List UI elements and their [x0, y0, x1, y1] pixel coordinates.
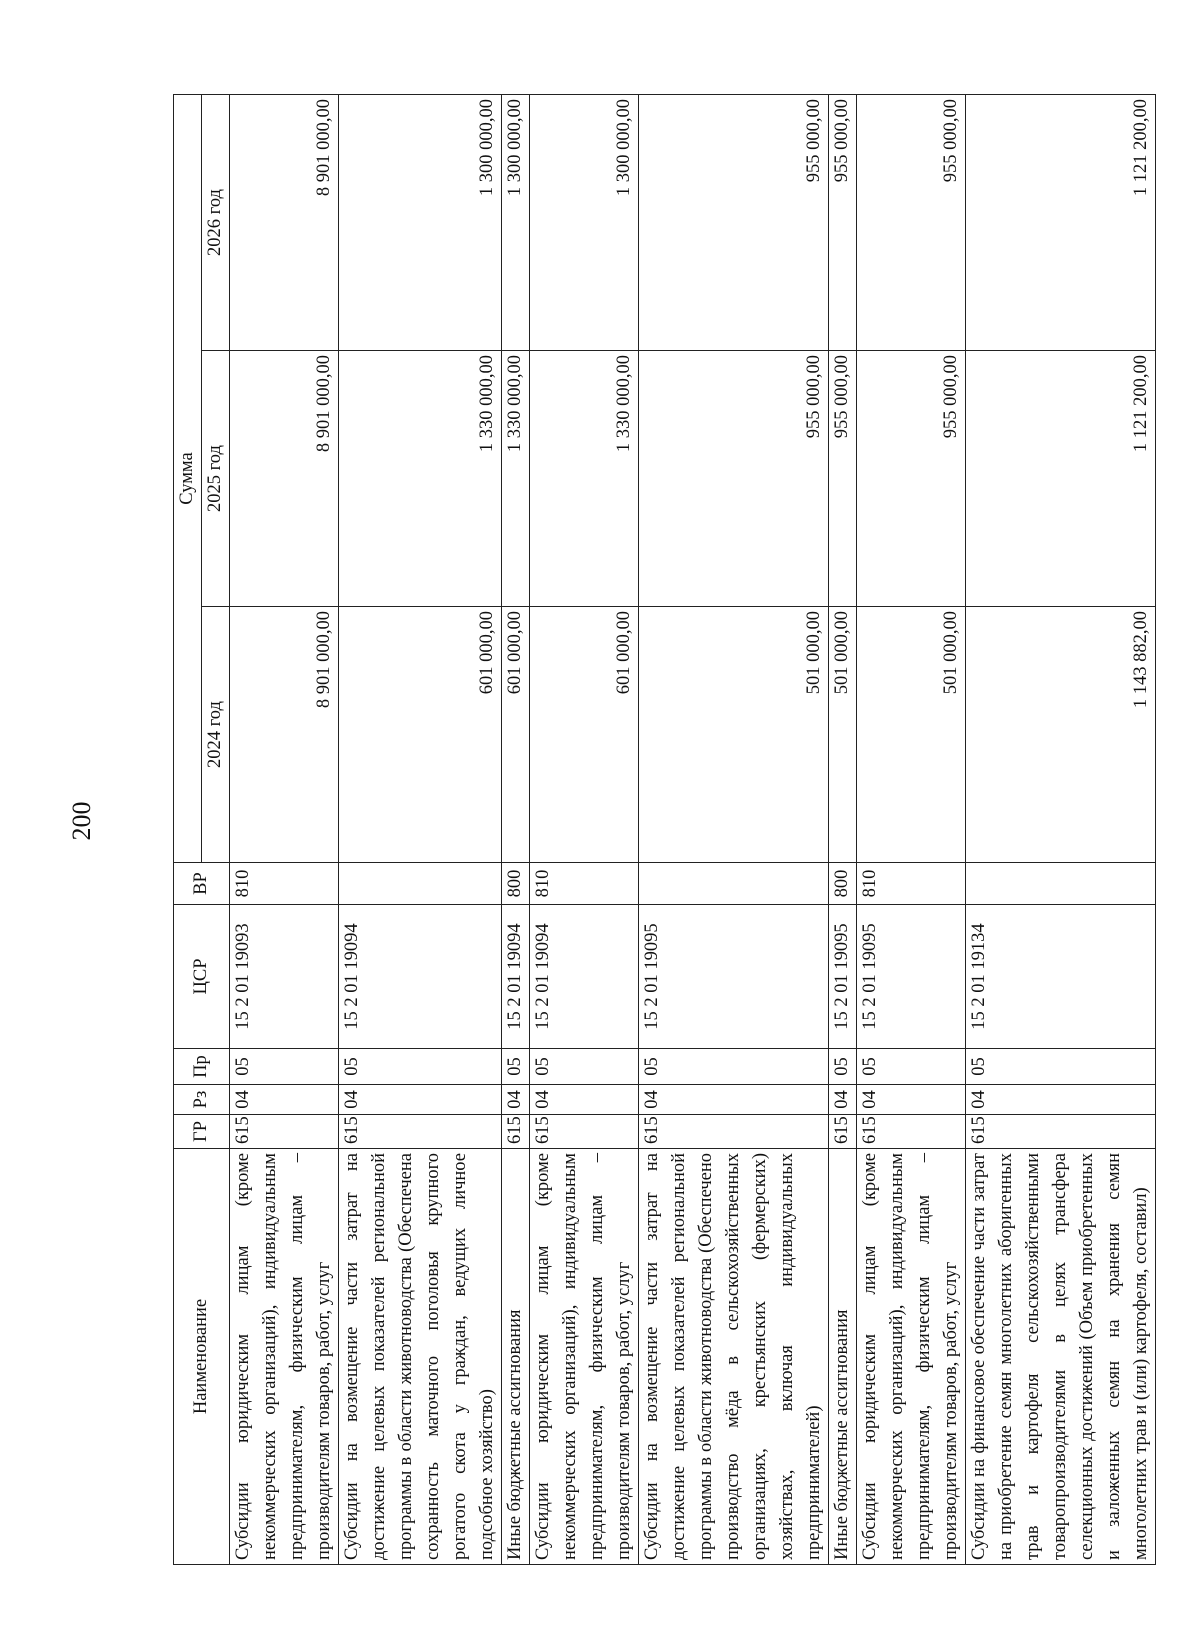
- row-name: Субсидии на возмещение части затрат на достижение целевых показателей региональной программы в области животноводства (Обеспечена сохранность маточного поголовья крупного рогатого скота у граждан, ведущих личное подсобное хозяйство): [339, 1149, 502, 1565]
- row-rz: 04: [966, 1085, 1156, 1115]
- row-csr: 15 2 01 19095: [829, 905, 857, 1049]
- table-row: [530, 94, 639, 1564]
- row-amount-2024: 601 000,00: [502, 607, 530, 863]
- row-amount-2025: 1 330 000,00: [339, 351, 502, 607]
- row-gr: 615: [639, 1115, 829, 1149]
- row-amount-2024: 8 901 000,00: [230, 607, 339, 863]
- row-vr: 810: [530, 863, 639, 905]
- row-pr: 05: [339, 1049, 502, 1085]
- row-rz: 04: [230, 1085, 339, 1115]
- row-rz: 04: [502, 1085, 530, 1115]
- row-amount-2025: 1 121 200,00: [966, 351, 1156, 607]
- row-csr: 15 2 01 19134: [966, 905, 1156, 1049]
- row-pr: 05: [639, 1049, 829, 1085]
- row-name: Иные бюджетные ассигнования: [502, 1149, 530, 1565]
- row-amount-2026: 955 000,00: [857, 94, 966, 350]
- row-csr: 15 2 01 19095: [857, 905, 966, 1049]
- row-pr: 05: [966, 1049, 1156, 1085]
- table-row: [639, 94, 829, 1564]
- row-vr: 810: [230, 863, 339, 905]
- row-pr: 05: [502, 1049, 530, 1085]
- row-amount-2025: 955 000,00: [829, 351, 857, 607]
- row-amount-2025: 955 000,00: [857, 351, 966, 607]
- row-vr: 800: [502, 863, 530, 905]
- row-csr: 15 2 01 19094: [502, 905, 530, 1049]
- row-amount-2026: 1 300 000,00: [339, 94, 502, 350]
- row-gr: 615: [339, 1115, 502, 1149]
- row-amount-2024: 1 143 882,00: [966, 607, 1156, 863]
- row-csr: 15 2 01 19095: [639, 905, 829, 1049]
- row-name: Субсидии на возмещение части затрат на достижение целевых показателей региональной программы в области животноводства (Обеспечено производство мёда в сельскохозяйственных организациях, крестьянских (фермерских) хозяйствах, включая индивидуальных предпринимателей): [639, 1149, 829, 1565]
- row-amount-2025: 955 000,00: [639, 351, 829, 607]
- row-vr: [639, 863, 829, 905]
- row-vr: 800: [829, 863, 857, 905]
- row-amount-2025: 8 901 000,00: [230, 351, 339, 607]
- row-gr: 615: [230, 1115, 339, 1149]
- row-amount-2025: 1 330 000,00: [502, 351, 530, 607]
- row-amount-2026: 8 901 000,00: [230, 94, 339, 350]
- budget-table-frame: [173, 95, 1151, 1565]
- header-pr: Пр: [174, 1049, 230, 1085]
- budget-table: [173, 94, 1156, 1565]
- row-name: Субсидии юридическим лицам (кроме некоммерческих организаций), индивидуальным предпринимателям, физическим лицам – производителям товаров, работ, услуг: [530, 1149, 639, 1565]
- row-csr: 15 2 01 19093: [230, 905, 339, 1049]
- page-number: 200: [67, 801, 96, 841]
- row-gr: 615: [530, 1115, 639, 1149]
- row-amount-2024: 601 000,00: [530, 607, 639, 863]
- row-pr: 05: [829, 1049, 857, 1085]
- table-row: [502, 94, 530, 1564]
- budget-table-rotator: [173, 95, 1151, 1565]
- row-amount-2024: 501 000,00: [639, 607, 829, 863]
- table-row: [857, 94, 966, 1564]
- row-rz: 04: [639, 1085, 829, 1115]
- header-name: Наименование: [174, 1149, 230, 1565]
- row-gr: 615: [829, 1115, 857, 1149]
- row-pr: 05: [230, 1049, 339, 1085]
- header-year-2026: 2026 год: [202, 94, 230, 350]
- row-pr: 05: [857, 1049, 966, 1085]
- row-amount-2026: 1 300 000,00: [530, 94, 639, 350]
- row-name: Субсидии юридическим лицам (кроме некоммерческих организаций), индивидуальным предпринимателям, физическим лицам – производителям товаров, работ, услуг: [230, 1149, 339, 1565]
- header-gr: ГР: [174, 1115, 230, 1149]
- row-gr: 615: [502, 1115, 530, 1149]
- row-amount-2024: 601 000,00: [339, 607, 502, 863]
- row-amount-2024: 501 000,00: [857, 607, 966, 863]
- row-name: Субсидии на финансовое обеспечение части затрат на приобретение семян многолетних аборигенных трав и картофеля сельскохозяйственными товаропроизводителями в целях трансфера селекционных достижений (Объем приобретенных и заложенных семян на хранения семян многолетних трав и (или) картофеля, составил): [966, 1149, 1156, 1565]
- table-body: [230, 94, 1156, 1564]
- row-csr: 15 2 01 19094: [339, 905, 502, 1049]
- header-year-2024: 2024 год: [202, 607, 230, 863]
- row-gr: 615: [857, 1115, 966, 1149]
- row-rz: 04: [857, 1085, 966, 1115]
- header-year-2025: 2025 год: [202, 351, 230, 607]
- row-amount-2026: 955 000,00: [829, 94, 857, 350]
- row-rz: 04: [339, 1085, 502, 1115]
- row-amount-2026: 1 121 200,00: [966, 94, 1156, 350]
- table-header: [174, 94, 230, 1564]
- row-vr: [966, 863, 1156, 905]
- header-rz: Рз: [174, 1085, 230, 1115]
- row-amount-2025: 1 330 000,00: [530, 351, 639, 607]
- row-rz: 04: [829, 1085, 857, 1115]
- row-pr: 05: [530, 1049, 639, 1085]
- row-amount-2024: 501 000,00: [829, 607, 857, 863]
- row-vr: [339, 863, 502, 905]
- row-rz: 04: [530, 1085, 639, 1115]
- row-name: Иные бюджетные ассигнования: [829, 1149, 857, 1565]
- header-csr: ЦСР: [174, 905, 230, 1049]
- row-gr: 615: [966, 1115, 1156, 1149]
- table-row: [339, 94, 502, 1564]
- table-row: [829, 94, 857, 1564]
- row-amount-2026: 1 300 000,00: [502, 94, 530, 350]
- row-name: Субсидии юридическим лицам (кроме некоммерческих организаций), индивидуальным предпринимателям, физическим лицам – производителям товаров, работ, услуг: [857, 1149, 966, 1565]
- header-sum: Сумма: [174, 94, 202, 862]
- table-row: [230, 94, 339, 1564]
- header-vr: ВР: [174, 863, 230, 905]
- row-csr: 15 2 01 19094: [530, 905, 639, 1049]
- table-row: [966, 94, 1156, 1564]
- row-amount-2026: 955 000,00: [639, 94, 829, 350]
- row-vr: 810: [857, 863, 966, 905]
